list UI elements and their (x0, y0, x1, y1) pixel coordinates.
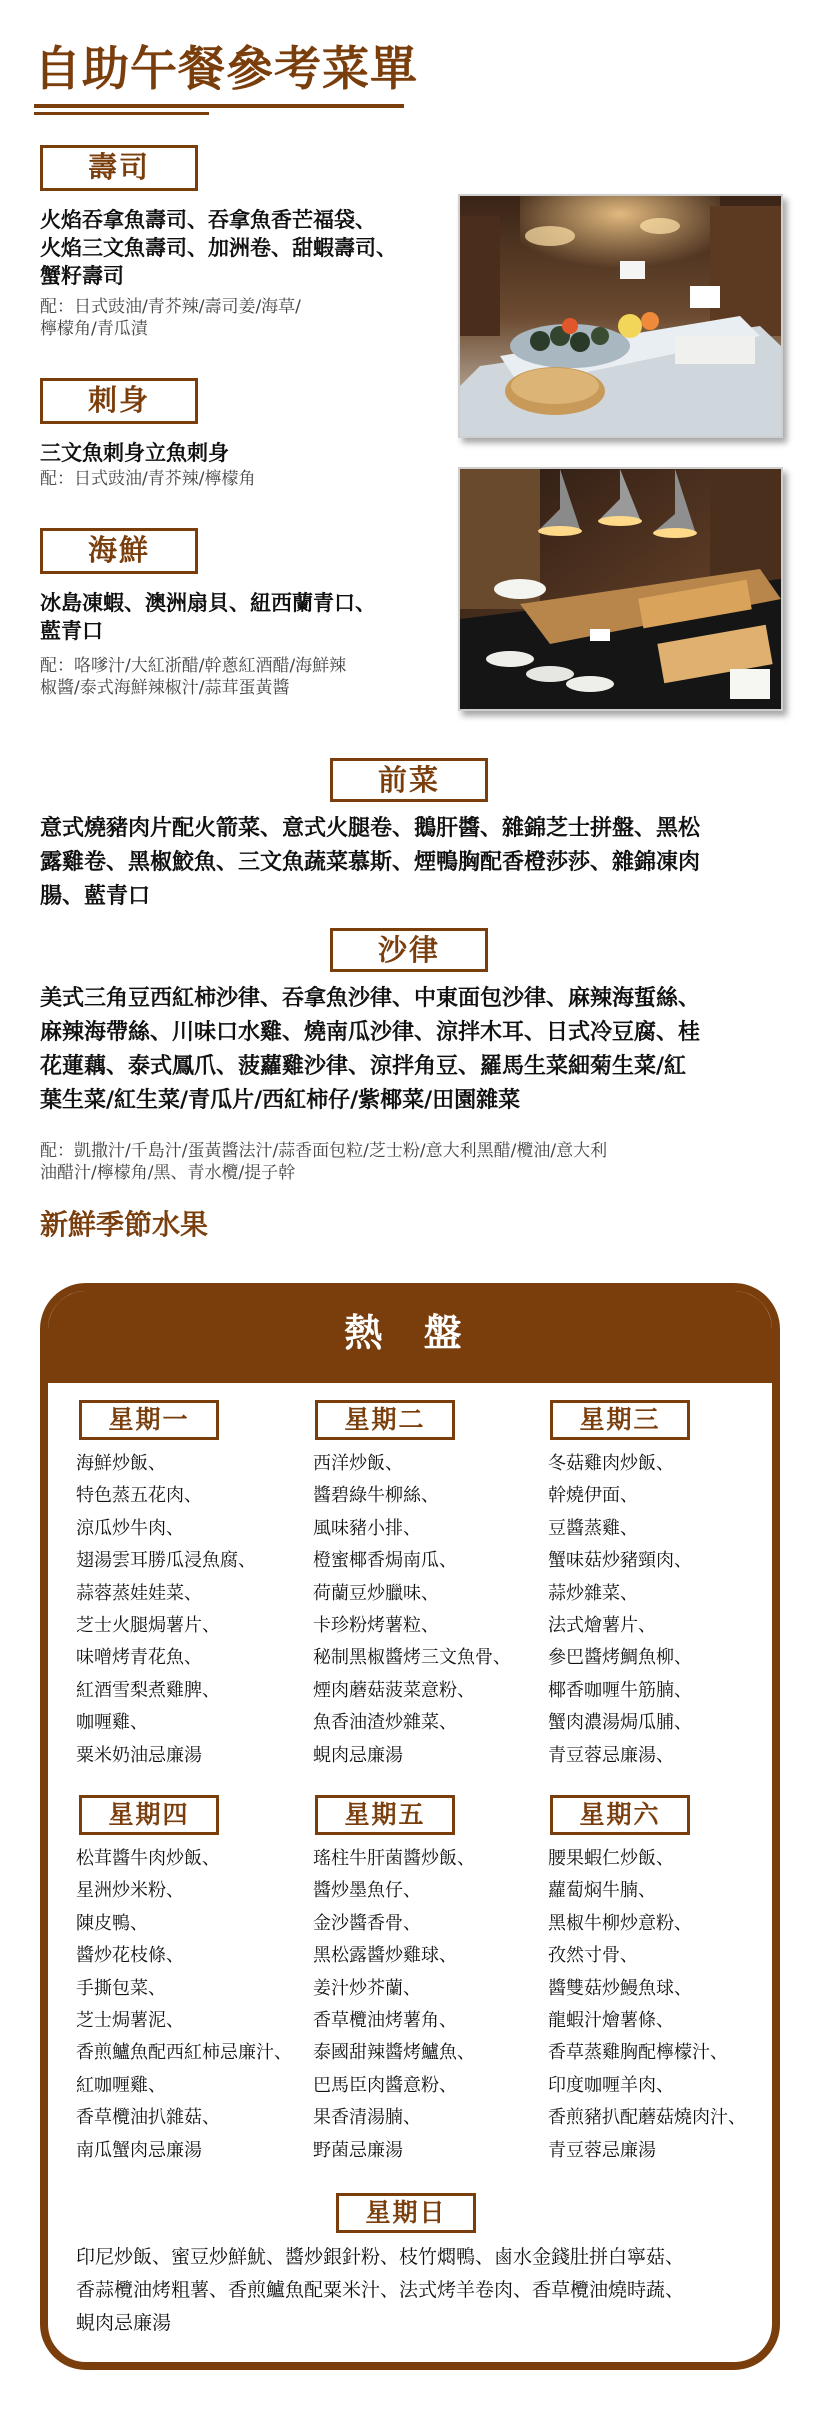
dish-item: 青豆蓉忌廉湯、 (548, 1744, 674, 1766)
dish-item: 幹燒伊面、 (548, 1485, 638, 1507)
dish-item: 陳皮鴨、 (76, 1912, 148, 1934)
dish-item: 西洋炒飯、 (313, 1453, 403, 1474)
seafood-item-line: 冰島凍蝦、澳洲扇貝、紐西蘭青口、 (40, 591, 376, 615)
salad-line: 美式三角豆西紅柿沙律、吞拿魚沙律、中東面包沙律、麻辣海蜇絲、 (40, 986, 701, 1011)
dish-item: 醬雙菇炒鰻魚球、 (548, 1977, 692, 1999)
sashimi-note-line: 配：日式豉油/青芥辣/檸檬角 (40, 469, 256, 489)
section-label-sushi: 壽司 (40, 145, 198, 191)
dish-item: 香煎鱸魚配西紅柿忌廉汁、 (76, 2042, 292, 2064)
appetizer-line: 腸、藍青口 (40, 884, 151, 909)
dish-item: 荷蘭豆炒臘味、 (313, 1582, 439, 1604)
dish-item: 紅酒雪梨煮雞脾、 (76, 1679, 220, 1701)
dish-item: 椰香咖喱牛筋腩、 (548, 1679, 692, 1701)
dish-item: 蘿蔔焖牛腩、 (548, 1880, 656, 1902)
day-list-thursday (76, 1843, 306, 2167)
dish-item: 秘制黑椒醬烤三文魚骨、 (313, 1647, 511, 1669)
hot-dishes-panel (40, 1283, 780, 2370)
dish-item: 瑤柱牛肝菌醬炒飯、 (313, 1848, 475, 1869)
dish-item: 翅湯雲耳勝瓜浸魚腐、 (76, 1550, 256, 1572)
seafood-item-line: 藍青口 (40, 619, 103, 643)
dish-item: 蒜蓉蒸娃娃菜、 (76, 1582, 202, 1604)
dish-item: 魚香油渣炒雜菜、 (313, 1712, 457, 1734)
day-list-monday (76, 1448, 306, 1772)
sashimi-item-line: 三文魚刺身立魚刺身 (40, 441, 229, 465)
dish-item: 香草欖油扒雜菇、 (76, 2107, 220, 2129)
sushi-note-line: 檸檬角/青瓜漬 (40, 319, 148, 339)
title-underline (34, 104, 404, 108)
sushi-item-line: 蟹籽壽司 (40, 264, 124, 288)
salad-line: 葉生菜/紅生菜/青瓜片/西紅柿仔/紫椰菜/田園雜菜 (40, 1088, 521, 1113)
buffet-photo-seafood-image (460, 196, 781, 436)
fruit-heading: 新鮮季節水果 (40, 1208, 209, 1241)
dish-item: 孜然寸骨、 (548, 1945, 638, 1967)
dish-item: 紅咖喱雞、 (76, 2074, 166, 2096)
seafood-condiments (40, 655, 480, 699)
day-list-tuesday (313, 1448, 541, 1772)
day-label-tuesday: 星期二 (315, 1400, 455, 1440)
day-label-monday: 星期一 (79, 1400, 219, 1440)
day-list-friday (313, 1843, 541, 2167)
dish-item: 橙蜜椰香焗南瓜、 (313, 1550, 457, 1572)
dish-item: 味噌烤青花魚、 (76, 1647, 202, 1669)
seafood-note-line: 椒醬/泰式海鮮辣椒汁/蒜茸蛋黃醬 (40, 678, 290, 698)
sushi-note-line: 配：日式豉油/青芥辣/壽司姜/海草/ (40, 297, 301, 317)
sunday-line: 印尼炒飯、蜜豆炒鮮魷、醬炒銀針粉、枝竹燜鴨、鹵水金錢肚拼白寧菇、 (76, 2246, 685, 2268)
sushi-item-line: 火焰吞拿魚壽司、吞拿魚香芒福袋、 (40, 208, 376, 232)
sushi-items (40, 206, 470, 290)
page-title: 自助午餐參考菜單 (34, 42, 418, 97)
dish-item: 星洲炒米粉、 (76, 1880, 184, 1902)
dish-item: 香草蒸雞胸配檸檬汁、 (548, 2042, 728, 2064)
dish-item: 芝士焗薯泥、 (76, 2010, 184, 2032)
buffet-photo-seafood (458, 194, 783, 438)
day-label-friday: 星期五 (315, 1795, 455, 1835)
dish-item: 黑松露醬炒雞球、 (313, 1945, 457, 1967)
dish-item: 芝士火腿焗薯片、 (76, 1615, 220, 1637)
dish-item: 粟米奶油忌廉湯 (76, 1744, 202, 1766)
dish-item: 醬炒墨魚仔、 (313, 1880, 421, 1902)
dish-item: 醬炒花枝條、 (76, 1945, 184, 1967)
salad-line: 麻辣海帶絲、川味口水雞、燒南瓜沙律、涼拌木耳、日式冷豆腐、桂 (40, 1020, 701, 1045)
dish-item: 風味豬小排、 (313, 1517, 421, 1539)
section-label-salad: 沙律 (330, 928, 488, 972)
dish-item: 龍蝦汁燴薯條、 (548, 2010, 674, 2032)
section-label-sashimi: 刺身 (40, 378, 198, 424)
sashimi-items (40, 439, 470, 467)
dish-item: 醬碧綠牛柳絲、 (313, 1485, 439, 1507)
dish-item: 涼瓜炒牛肉、 (76, 1517, 184, 1539)
title-underline-short (34, 112, 209, 115)
salad-condiments (40, 1140, 785, 1184)
dish-item: 參巴醬烤鯛魚柳、 (548, 1647, 692, 1669)
salad-line: 花蓮藕、泰式鳳爪、菠蘿雞沙律、涼拌角豆、羅馬生菜細菊生菜/紅 (40, 1054, 687, 1079)
dish-item: 香草欖油烤薯角、 (313, 2010, 457, 2032)
section-label-seafood: 海鮮 (40, 528, 198, 574)
day-label-saturday: 星期六 (550, 1795, 690, 1835)
dish-item: 印度咖喱羊肉、 (548, 2074, 674, 2096)
dish-item: 腰果蝦仁炒飯、 (548, 1848, 674, 1869)
appetizer-line: 露雞卷、黑椒鮫魚、三文魚蔬菜慕斯、煙鴨胸配香橙莎莎、雜錦凍肉 (40, 850, 701, 875)
appetizer-line: 意式燒豬肉片配火箭菜、意式火腿卷、鵝肝醬、雜錦芝士拼盤、黑松 (40, 816, 701, 841)
dish-item: 金沙醬香骨、 (313, 1912, 421, 1934)
dish-item: 海鮮炒飯、 (76, 1453, 166, 1474)
dish-item: 巴馬臣肉醬意粉、 (313, 2074, 457, 2096)
dish-item: 豆醬蒸雞、 (548, 1517, 638, 1539)
appetizer-items (40, 812, 785, 914)
salad-note-line: 油醋汁/檸檬角/黑、青水欖/提子幹 (40, 1163, 296, 1183)
buffet-photo-hot-food (458, 467, 783, 711)
salad-note-line: 配：凱撒汁/千島汁/蛋黃醬法汁/蒜香面包粒/芝士粉/意大利黑醋/欖油/意大利 (40, 1141, 608, 1161)
dish-item: 果香清湯腩、 (313, 2107, 421, 2129)
day-list-wednesday (548, 1448, 768, 1772)
dish-item: 手撕包菜、 (76, 1977, 166, 1999)
sushi-item-line: 火焰三文魚壽司、加洲卷、甜蝦壽司、 (40, 236, 397, 260)
dish-item: 冬菇雞肉炒飯、 (548, 1453, 674, 1474)
dish-item: 煙肉蘑菇菠菜意粉、 (313, 1679, 475, 1701)
dish-item: 姜汁炒芥蘭、 (313, 1977, 421, 1999)
sunday-line: 蜆肉忌廉湯 (76, 2312, 172, 2334)
dish-item: 咖喱雞、 (76, 1712, 148, 1734)
dish-item: 泰國甜辣醬烤鱸魚、 (313, 2042, 475, 2064)
dish-item: 香煎豬扒配蘑菇燒肉汁、 (548, 2107, 746, 2129)
dish-item: 特色蒸五花肉、 (76, 1485, 202, 1507)
day-list-saturday (548, 1843, 770, 2167)
dish-item: 蒜炒雜菜、 (548, 1582, 638, 1604)
dish-item: 蟹味菇炒豬頸肉、 (548, 1550, 692, 1572)
dish-item: 南瓜蟹肉忌廉湯 (76, 2139, 202, 2161)
salad-items (40, 982, 785, 1118)
dish-item: 松茸醬牛肉炒飯、 (76, 1848, 220, 1869)
buffet-photo-hot-food-image (460, 469, 781, 709)
dish-item: 法式燴薯片、 (548, 1615, 656, 1637)
hot-dishes-title: 熱 盤 (48, 1291, 772, 1383)
dish-item: 黑椒牛柳炒意粉、 (548, 1912, 692, 1934)
section-label-appetizer: 前菜 (330, 758, 488, 802)
dish-item: 青豆蓉忌廉湯 (548, 2139, 656, 2161)
sashimi-condiments (40, 468, 470, 490)
seafood-note-line: 配：咯嗲汁/大紅浙醋/幹蔥紅酒醋/海鮮辣 (40, 656, 347, 676)
seafood-items (40, 589, 480, 645)
day-label-sunday: 星期日 (336, 2193, 476, 2233)
day-list-sunday (76, 2241, 766, 2340)
dish-item: 野菌忌廉湯 (313, 2139, 403, 2161)
sushi-condiments (40, 296, 470, 340)
sunday-line: 香蒜欖油烤粗薯、香煎鱸魚配粟米汁、法式烤羊卷肉、香草欖油燒時蔬、 (76, 2279, 685, 2301)
dish-item: 蜆肉忌廉湯 (313, 1744, 403, 1766)
day-label-thursday: 星期四 (79, 1795, 219, 1835)
dish-item: 蟹肉濃湯焗瓜脯、 (548, 1712, 692, 1734)
day-label-wednesday: 星期三 (550, 1400, 690, 1440)
dish-item: 卡珍粉烤薯粒、 (313, 1615, 439, 1637)
